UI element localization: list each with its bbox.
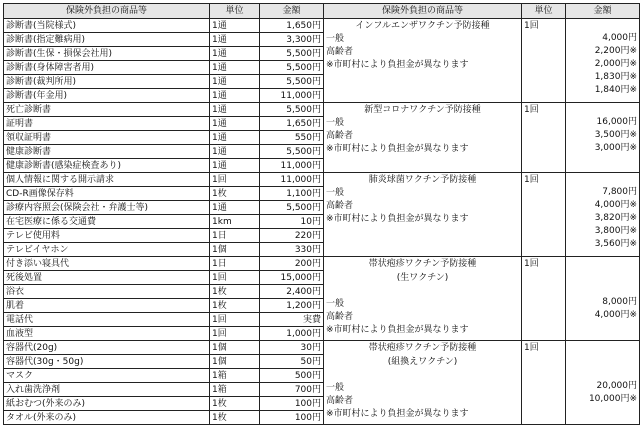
vaccine-price: 3,820円※	[594, 213, 637, 223]
item-unit: 1箱	[210, 369, 260, 383]
vaccine-title: インフルエンザワクチン予防接種	[355, 21, 490, 31]
item-price: 5,500円	[260, 47, 324, 61]
header-unit: 単位	[210, 4, 260, 19]
item-name: 死後処置	[4, 271, 210, 285]
vaccine-price: 2,200円※	[594, 46, 637, 56]
table-row	[4, 19, 640, 33]
item-price: 220円	[260, 229, 324, 243]
vaccine-line: 高齢者	[326, 312, 354, 322]
item-price: 100円	[260, 411, 324, 425]
item-unit: 1通	[210, 89, 260, 103]
vaccine-price: 3,560円※	[594, 239, 637, 249]
item-unit: 1km	[210, 215, 260, 229]
vaccine-line: 一般	[326, 383, 345, 393]
item-unit: 1通	[210, 145, 260, 159]
item-price: 1,200円	[260, 299, 324, 313]
item-price: 11,000円	[260, 89, 324, 103]
item-price: 10円	[260, 215, 324, 229]
item-price: 330円	[260, 243, 324, 257]
vaccine-description-shingles-recombinant	[324, 341, 522, 425]
vaccine-description-influenza	[324, 19, 522, 103]
vaccine-description-shingles-live	[324, 257, 522, 341]
item-name: 証明書	[4, 117, 210, 131]
item-unit: 1個	[210, 341, 260, 355]
vaccine-subtitle: (組換えワクチン)	[387, 357, 458, 367]
item-price: 1,000円	[260, 327, 324, 341]
vaccine-price: 4,000円	[602, 33, 637, 43]
vaccine-price: 8,000円	[602, 297, 637, 307]
item-unit: 1回	[210, 313, 260, 327]
vaccine-line: 高齢者	[326, 131, 354, 141]
vaccine-price: 4,000円※	[594, 310, 637, 320]
item-unit: 1回	[210, 327, 260, 341]
item-name: 健康診断書(感染症検査あり)	[4, 159, 210, 173]
item-name: 付き添い寝具代	[4, 257, 210, 271]
item-price: 15,000円	[260, 271, 324, 285]
vaccine-price: 1,840円※	[594, 85, 637, 95]
item-unit: 1通	[210, 201, 260, 215]
vaccine-unit: 1回	[522, 341, 566, 425]
table-row	[4, 173, 640, 187]
vaccine-title: 帯状疱疹ワクチン予防接種	[368, 259, 477, 269]
vaccine-description-pneumococcal	[324, 173, 522, 257]
vaccine-unit: 1回	[522, 257, 566, 341]
item-unit: 1箱	[210, 383, 260, 397]
vaccine-description-covid	[324, 103, 522, 173]
item-name: テレビ使用料	[4, 229, 210, 243]
vaccine-line: 一般	[326, 34, 345, 44]
item-name: 紙おむつ(外来のみ)	[4, 397, 210, 411]
item-price: 30円	[260, 341, 324, 355]
vaccine-prices	[566, 19, 640, 103]
item-price: 50円	[260, 355, 324, 369]
vaccine-price: 4,000円※	[594, 200, 637, 210]
item-name: 電話代	[4, 313, 210, 327]
vaccine-title: 帯状疱疹ワクチン予防接種	[368, 343, 477, 353]
item-name: 診断書(身体障害者用)	[4, 61, 210, 75]
item-name: マスク	[4, 369, 210, 383]
item-name: 診療内容照会(保険会社・弁護士等)	[4, 201, 210, 215]
item-unit: 1通	[210, 61, 260, 75]
item-name: 領収証明書	[4, 131, 210, 145]
vaccine-line: 一般	[326, 188, 345, 198]
vaccine-price: 20,000円	[596, 381, 637, 391]
table-header-row	[4, 4, 640, 19]
header-price-2: 金額	[566, 4, 640, 19]
item-name: 診断書(年金用)	[4, 89, 210, 103]
item-name: 診断書(指定難病用)	[4, 33, 210, 47]
table-row	[4, 103, 640, 117]
item-unit: 1通	[210, 75, 260, 89]
item-unit: 1通	[210, 19, 260, 33]
vaccine-line: 一般	[326, 118, 345, 128]
item-price: 11,000円	[260, 173, 324, 187]
item-price: 5,500円	[260, 61, 324, 75]
vaccine-unit: 1回	[522, 103, 566, 173]
item-name: 浴衣	[4, 285, 210, 299]
item-unit: 1回	[210, 173, 260, 187]
item-price: 1,650円	[260, 117, 324, 131]
item-unit: 1日	[210, 257, 260, 271]
vaccine-unit: 1回	[522, 19, 566, 103]
item-name: 診断書(当院様式)	[4, 19, 210, 33]
vaccine-subtitle: (生ワクチン)	[396, 273, 449, 283]
item-unit: 1枚	[210, 397, 260, 411]
header-item-2: 保険外負担の商品等	[324, 4, 522, 19]
item-name: 死亡診断書	[4, 103, 210, 117]
item-unit: 1個	[210, 243, 260, 257]
vaccine-price: 3,500円※	[594, 130, 637, 140]
vaccine-line: 高齢者	[326, 201, 354, 211]
vaccine-line: 高齢者	[326, 47, 354, 57]
item-unit: 1枚	[210, 187, 260, 201]
item-unit: 1枚	[210, 285, 260, 299]
item-price: 100円	[260, 397, 324, 411]
vaccine-price: 3,000円※	[594, 143, 637, 153]
vaccine-note: ※市町村により負担金が異なります	[326, 409, 469, 419]
vaccine-prices	[566, 103, 640, 173]
item-price: 1,100円	[260, 187, 324, 201]
vaccine-prices	[566, 257, 640, 341]
item-name: 診断書(生保・損保会社用)	[4, 47, 210, 61]
table-row	[4, 257, 640, 271]
vaccine-note: ※市町村により負担金が異なります	[326, 214, 469, 224]
item-name: 診断書(裁判所用)	[4, 75, 210, 89]
item-name: 血液型	[4, 327, 210, 341]
item-price: 550円	[260, 131, 324, 145]
item-price: 実費	[260, 313, 324, 327]
vaccine-prices	[566, 341, 640, 425]
item-name: 健康診断書	[4, 145, 210, 159]
vaccine-price: 3,800円※	[594, 226, 637, 236]
vaccine-price: 7,800円	[602, 187, 637, 197]
item-unit: 1枚	[210, 411, 260, 425]
item-name: 容器代(30g・50g)	[4, 355, 210, 369]
vaccine-note: ※市町村により負担金が異なります	[326, 60, 469, 70]
vaccine-unit: 1回	[522, 173, 566, 257]
item-unit: 1通	[210, 33, 260, 47]
item-unit: 1日	[210, 229, 260, 243]
item-name: 在宅医療に係る交通費	[4, 215, 210, 229]
item-price: 700円	[260, 383, 324, 397]
item-unit: 1枚	[210, 299, 260, 313]
item-unit: 1通	[210, 159, 260, 173]
item-name: テレビイヤホン	[4, 243, 210, 257]
header-item: 保険外負担の商品等	[4, 4, 210, 19]
item-price: 5,500円	[260, 103, 324, 117]
vaccine-price: 2,000円※	[594, 59, 637, 69]
header-unit-2: 単位	[522, 4, 566, 19]
item-name: 容器代(20g)	[4, 341, 210, 355]
item-price: 11,000円	[260, 159, 324, 173]
vaccine-note: ※市町村により負担金が異なります	[326, 325, 469, 335]
item-unit: 1通	[210, 131, 260, 145]
item-name: 肌着	[4, 299, 210, 313]
item-name: 入れ歯洗浄剤	[4, 383, 210, 397]
item-unit: 1通	[210, 47, 260, 61]
vaccine-prices	[566, 173, 640, 257]
vaccine-note: ※市町村により負担金が異なります	[326, 144, 469, 154]
vaccine-price: 1,830円※	[594, 72, 637, 82]
item-name: CD-R画像保存料	[4, 187, 210, 201]
vaccine-price: 16,000円	[596, 117, 637, 127]
item-unit: 1回	[210, 271, 260, 285]
item-unit: 1通	[210, 117, 260, 131]
item-unit: 1個	[210, 355, 260, 369]
item-price: 2,400円	[260, 285, 324, 299]
vaccine-line: 高齢者	[326, 396, 354, 406]
item-price: 5,500円	[260, 145, 324, 159]
item-name: 個人情報に関する開示請求	[4, 173, 210, 187]
item-price: 3,300円	[260, 33, 324, 47]
vaccine-title: 新型コロナワクチン予防接種	[364, 105, 481, 115]
item-price: 5,500円	[260, 201, 324, 215]
vaccine-price: 10,000円※	[588, 394, 637, 404]
vaccine-title: 肺炎球菌ワクチン予防接種	[368, 175, 477, 185]
item-unit: 1通	[210, 103, 260, 117]
item-price: 5,500円	[260, 75, 324, 89]
item-name: タオル(外来のみ)	[4, 411, 210, 425]
item-price: 500円	[260, 369, 324, 383]
header-price: 金額	[260, 4, 324, 19]
item-price: 200円	[260, 257, 324, 271]
table-row	[4, 341, 640, 355]
vaccine-line: 一般	[326, 299, 345, 309]
item-price: 1,650円	[260, 19, 324, 33]
fee-table	[3, 3, 640, 425]
